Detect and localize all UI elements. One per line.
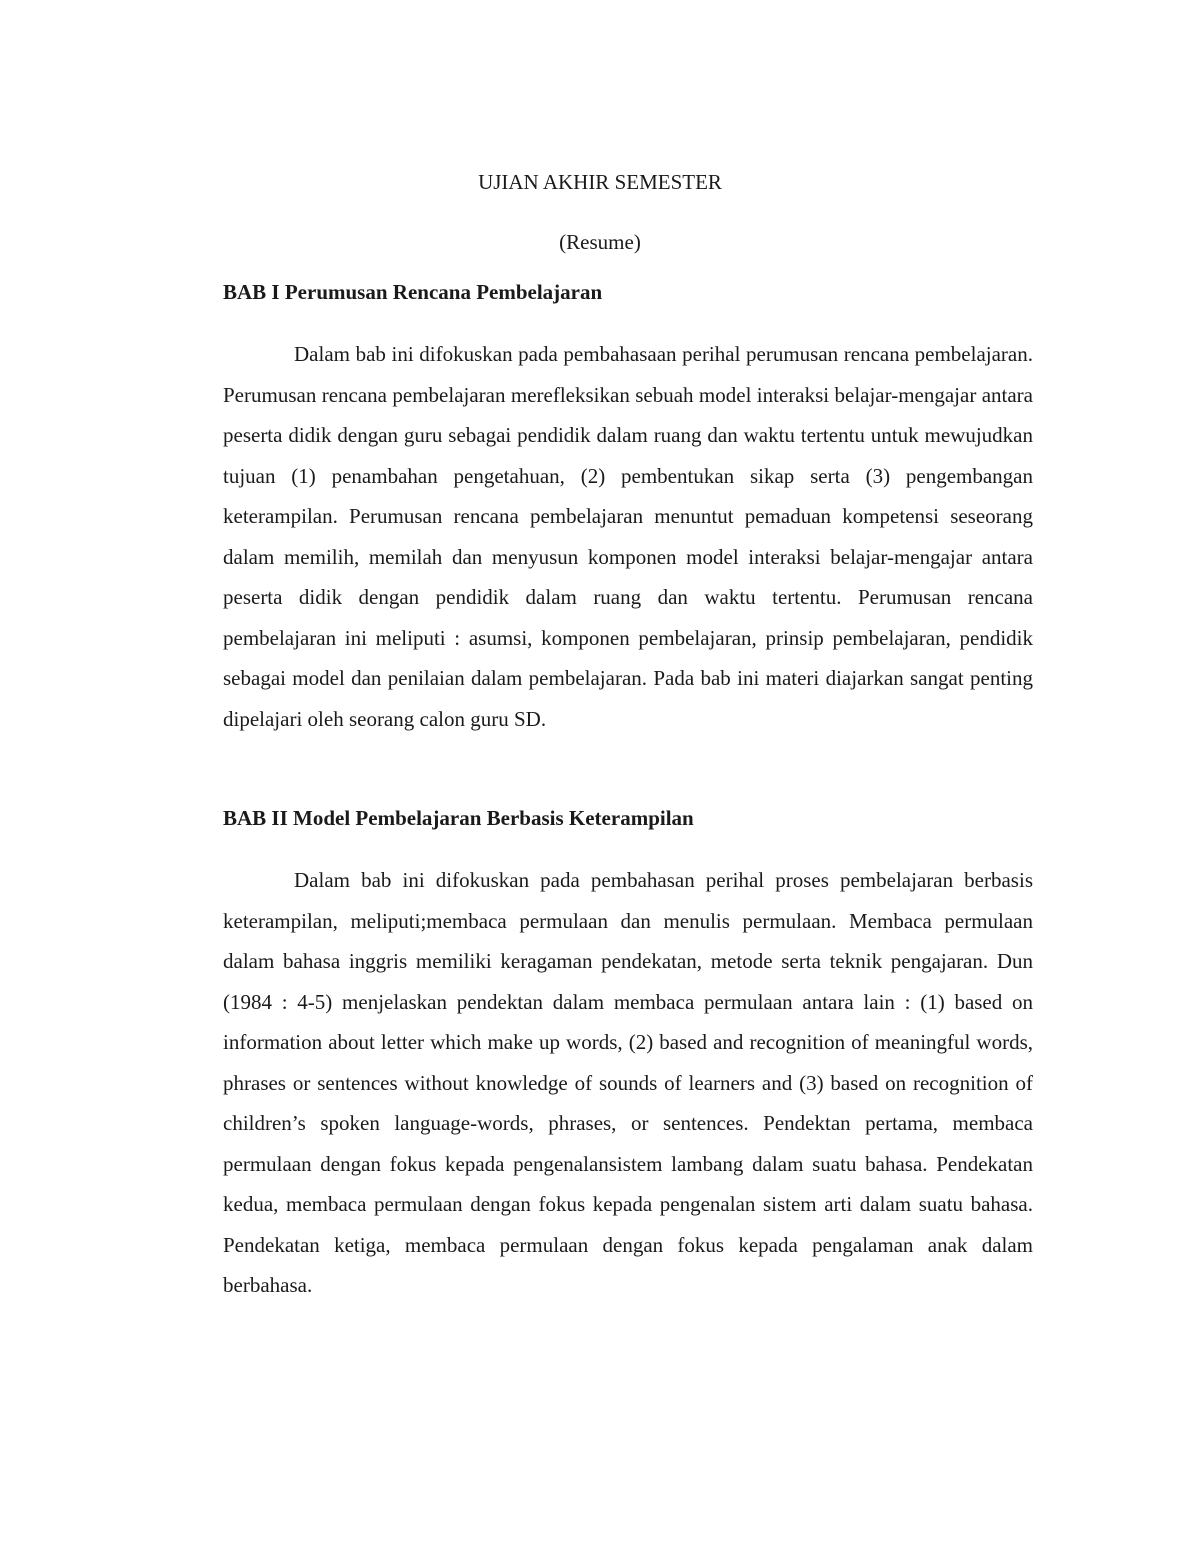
section-paragraph-bab-1: Dalam bab ini difokuskan pada pembahasaan perihal perumusan rencana pembelajaran. Perumusan rencana pembelajaran merefleksikan sebuah model interaksi belajar-mengajar antara peserta didik dengan guru sebagai pendidik dalam ruang dan waktu tertentu untuk mewujudkan tujuan (1) penambahan pengetahuan, (2) pembentukan sikap serta (3) pengembangan keterampilan. Perumusan rencana pembelajaran menuntut pemaduan kompetensi seseorang dalam memilih, memilah dan menyusun komponen model interaksi belajar-mengajar antara peserta didik dengan pendidik dalam ruang dan waktu tertentu. Perumusan rencana pembelajaran ini meliputi : asumsi, komponen pembelajaran, prinsip pembelajaran, pendidik sebagai model dan penilaian dalam pembelajaran. Pada bab ini materi diajarkan sangat penting dipelajari oleh seorang calon guru SD.	[223, 342, 1033, 731]
section-heading-bab-2: BAB II Model Pembelajaran Berbasis Keterampilan	[223, 806, 694, 830]
document-subtitle: (Resume)	[559, 230, 641, 254]
document-title: UJIAN AKHIR SEMESTER	[478, 170, 722, 194]
section-paragraph-bab-2: Dalam bab ini difokuskan pada pembahasan perihal proses pembelajaran berbasis keterampilan, meliputi;membaca permulaan dan menulis permulaan. Membaca permulaan dalam bahasa inggris memiliki keragaman pendekatan, metode serta teknik pengajaran. Dun (1984 : 4-5) menjelaskan pendektan dalam membaca permulaan antara lain : (1) based on information about letter which make up words, (2) based and recognition of meaningful words, phrases or sentences without knowledge of sounds of learners and (3) based on recognition of children’s spoken language-words, phrases, or sentences. Pendektan pertama, membaca permulaan dengan fokus kepada pengenalansistem lambang dalam suatu bahasa. Pendekatan kedua, membaca permulaan dengan fokus kepada pengenalan sistem arti dalam suatu bahasa. Pendekatan ketiga, membaca permulaan dengan fokus kepada pengalaman anak dalam berbahasa.	[223, 868, 1033, 1297]
section-heading-bab-1: BAB I Perumusan Rencana Pembelajaran	[223, 280, 603, 304]
